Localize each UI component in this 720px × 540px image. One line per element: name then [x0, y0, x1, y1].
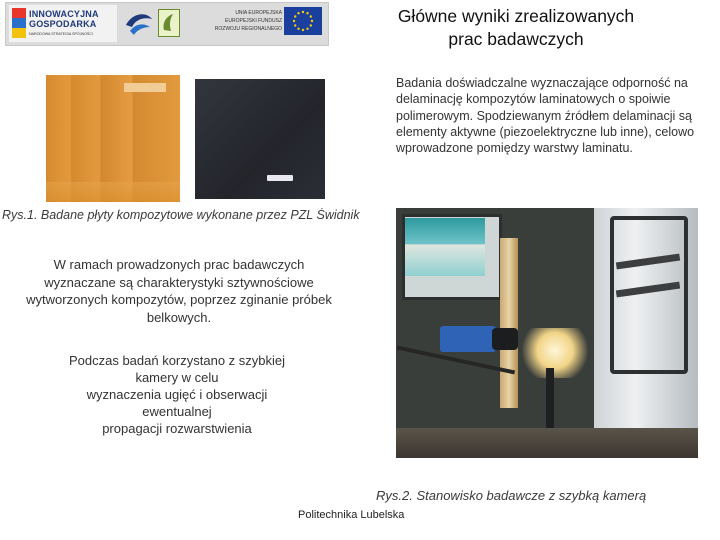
paragraph-camera — [46, 352, 308, 437]
figure2-caption: Rys.2. Stanowisko badawcze z szybką kamerą — [376, 488, 647, 503]
plate-label — [124, 83, 166, 92]
orange-composite-plate — [46, 75, 180, 202]
monitor-screen — [405, 218, 485, 276]
high-speed-camera — [440, 326, 496, 352]
eu-star — [311, 20, 313, 22]
innowacyjna-line2: GOSPODARKA — [29, 19, 97, 29]
pl-emblem-svg — [159, 10, 179, 36]
eu-star — [294, 15, 296, 17]
eu-flag-icon — [284, 7, 322, 35]
camera-line-4: ewentualnej — [142, 404, 212, 419]
title-line1: Główne wyniki zrealizowanych — [397, 6, 635, 26]
logo-banner — [5, 2, 329, 46]
camera-line-5: propagacji rozwarstwienia — [102, 421, 252, 436]
eu-star — [310, 15, 312, 17]
camera-line-3: wyznaczenia ugięć i obserwacji — [86, 387, 268, 402]
innowacyjna-mark — [12, 8, 26, 38]
eu-text-line2: EUROPEJSKI FUNDUSZ — [225, 18, 282, 24]
camera-line-2: kamery w celu — [135, 370, 219, 385]
eu-text-line3: ROZWOJU REGIONALNEGO — [214, 26, 282, 32]
eu-text — [196, 9, 282, 33]
footer-institution: Politechnika Lubelska — [298, 509, 405, 521]
page-title — [360, 5, 672, 51]
innowacyjna-line1: INNOWACYJNA — [29, 9, 99, 19]
paragraph-delamination: Badania doświadczalne wyznaczające odporność na delaminację kompozytów laminatowych o spoiwie polimerowym. Spodziewanym źródłem delaminacji są elementy aktywne (piezoelektryczne lub inne), celowo wprowadzone pomiędzy warstwy laminatu. — [396, 76, 695, 156]
eu-star — [302, 11, 304, 13]
test-stand-photo — [396, 208, 698, 458]
eu-star — [306, 28, 308, 30]
floor — [396, 428, 698, 458]
eu-star — [293, 20, 295, 22]
pl-emblem-icon — [158, 9, 180, 37]
dark-composite-plate — [195, 79, 325, 199]
eu-star — [302, 29, 304, 31]
composite-plates-photo — [43, 75, 325, 202]
lamp-light — [520, 328, 590, 378]
eu-text-line1: UNIA EUROPEJSKA — [235, 10, 282, 16]
swirl-logo-icon — [124, 9, 154, 37]
title-line2: prac badawczych — [448, 29, 584, 49]
eu-star — [297, 12, 299, 14]
innowacyjna-sub: NARODOWA STRATEGIA SPÓJNOŚCI — [29, 32, 93, 36]
wooden-bars — [500, 238, 518, 408]
plate-dark-label — [267, 175, 293, 181]
eu-star — [297, 28, 299, 30]
eu-star — [294, 24, 296, 26]
eu-star — [310, 24, 312, 26]
camera-line-1: Podczas badań korzystano z szybkiej — [68, 353, 286, 368]
paragraph-stiffness: W ramach prowadzonych prac badawczych wyznaczane są charakterystyki sztywnościowe wytworzonych kompozytów, poprzez zginanie próbek belkowych. — [26, 257, 332, 325]
innowacyjna-gospodarka-logo-icon — [9, 5, 117, 42]
eu-stars — [284, 7, 322, 35]
figure1-caption: Rys.1. Badane płyty kompozytowe wykonane przez PZL Świdnik — [2, 208, 360, 222]
eu-star — [306, 12, 308, 14]
camera-lens — [492, 328, 518, 350]
